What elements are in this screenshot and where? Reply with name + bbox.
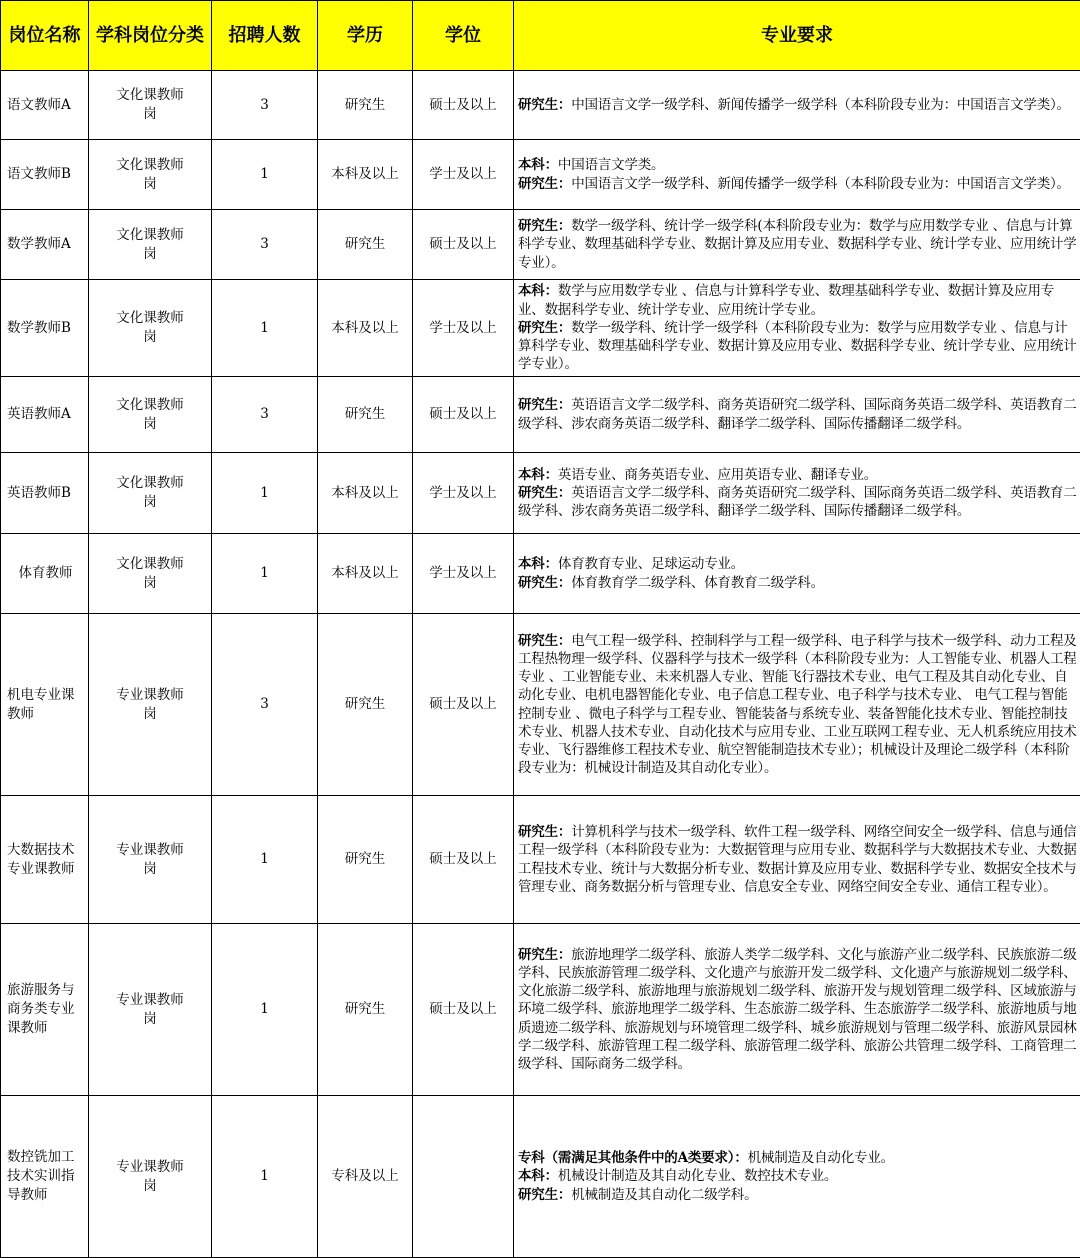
recruit-count: 1	[212, 796, 318, 924]
requirement-line	[518, 823, 1077, 896]
requirement-line	[518, 1167, 1077, 1185]
requirement-label: 本科：	[518, 556, 558, 572]
position-category: 文化课教师岗	[89, 140, 212, 210]
requirement-text: 英语语言文学二级学科、商务英语研究二级学科、国际商务英语二级学科、英语教育二级学科、涉农商务英语二级学科、翻译学二级学科、国际传播翻译二级学科。	[518, 397, 1077, 431]
recruit-count: 1	[212, 924, 318, 1096]
requirement-text: 英语专业、商务英语专业、应用英语专业、翻译专业。	[558, 467, 877, 483]
position-category: 文化课教师岗	[89, 210, 212, 280]
table-row	[1, 210, 1080, 280]
requirement-text: 体育教育专业、足球运动专业。	[558, 556, 744, 572]
requirement-label: 研究生：	[518, 575, 571, 591]
major-requirement	[514, 796, 1080, 924]
recruit-count: 3	[212, 71, 318, 140]
requirement-label: 研究生：	[518, 397, 571, 413]
requirement-line	[518, 156, 1077, 174]
degree-level: 硕士及以上	[413, 377, 514, 453]
recruit-count: 3	[212, 614, 318, 796]
education-level: 研究生	[318, 614, 413, 796]
major-requirement	[514, 924, 1080, 1096]
education-level: 本科及以上	[318, 280, 413, 377]
requirement-line	[518, 555, 1077, 573]
position-category: 文化课教师岗	[89, 280, 212, 377]
recruit-count: 3	[212, 377, 318, 453]
requirement-line	[518, 282, 1077, 318]
requirement-text: 数学与应用数学专业 、信息与计算科学专业、数理基础科学专业、数据计算及应用专业、数据科学专业、统计学专业、应用统计学专业。	[518, 283, 1054, 317]
degree-level: 硕士及以上	[413, 924, 514, 1096]
degree-level: 学士及以上	[413, 280, 514, 377]
requirement-label: 本科：	[518, 1168, 558, 1184]
recruit-count: 1	[212, 453, 318, 534]
requirement-text: 中国语言文学类。	[558, 157, 664, 173]
major-requirement	[514, 140, 1080, 210]
header-requirement: 专业要求	[514, 1, 1080, 71]
degree-level	[413, 1096, 514, 1258]
education-level: 研究生	[318, 924, 413, 1096]
position-name: 英语教师A	[1, 377, 89, 453]
requirement-line	[518, 632, 1077, 778]
requirement-line	[518, 574, 1077, 592]
requirement-text: 数学一级学科、统计学一级学科（本科阶段专业为：数学与应用数学专业 、信息与计算科学专业、数理基础科学专业、数据计算及应用专业、数据科学专业、统计学专业、应用统计学专业）。	[518, 320, 1077, 372]
position-name: 语文教师B	[1, 140, 89, 210]
table-row	[1, 140, 1080, 210]
requirement-label: 本科：	[518, 283, 558, 299]
table-row	[1, 71, 1080, 140]
education-level: 本科及以上	[318, 140, 413, 210]
requirement-text: 体育教育学二级学科、体育教育二级学科。	[571, 575, 824, 591]
table-row	[1, 534, 1080, 614]
requirement-label: 本科：	[518, 157, 558, 173]
requirement-line	[518, 484, 1077, 520]
position-name: 数控铣加工技术实训指导教师	[1, 1096, 89, 1258]
major-requirement	[514, 453, 1080, 534]
requirement-label: 专科（需满足其他条件中的A类要求）：	[518, 1150, 748, 1166]
requirement-text: 机械制造及自动化专业。	[748, 1150, 894, 1166]
requirement-text: 计算机科学与技术一级学科、软件工程一级学科、网络空间安全一级学科、信息与通信工程一级学科（本科阶段专业为：大数据管理与应用专业、数据科学与大数据技术专业、大数据工程技术专业、统计与大数据分析专业、数据计算及应用专业、数据科学专业、数据安全技术与管理专业、商务数据分析与管理专业、信息安全专业、网络空间安全专业、通信工程专业）。	[518, 824, 1077, 895]
requirement-text: 旅游地理学二级学科、旅游人类学二级学科、文化与旅游产业二级学科、民族旅游二级学科、民族旅游管理二级学科、文化遗产与旅游开发二级学科、文化遗产与旅游规划二级学科、文化旅游二级学科、旅游地理与旅游规划二级学科、旅游开发与规划管理二级学科、区域旅游与环境二级学科、旅游地理学二级学科、生态旅游二级学科、生态旅游学二级学科、旅游地质与地质遗迹二级学科、旅游规划与环境管理二级学科、城乡旅游规划与管理二级学科、旅游风景园林学二级学科、旅游管理工程二级学科、旅游管理二级学科、旅游公共管理二级学科、工商管理二级学科、国际商务二级学科。	[518, 947, 1077, 1072]
major-requirement	[514, 1096, 1080, 1258]
header-education: 学历	[318, 1, 413, 71]
position-category: 文化课教师岗	[89, 453, 212, 534]
position-category: 文化课教师岗	[89, 377, 212, 453]
recruit-count: 1	[212, 1096, 318, 1258]
degree-level: 硕士及以上	[413, 614, 514, 796]
position-name: 语文教师A	[1, 71, 89, 140]
requirement-line	[518, 217, 1077, 272]
education-level: 专科及以上	[318, 1096, 413, 1258]
education-level: 研究生	[318, 210, 413, 280]
requirement-text: 中国语言文学一级学科、新闻传播学一级学科（本科阶段专业为：中国语言文学类）。	[571, 176, 1070, 192]
header-degree: 学位	[413, 1, 514, 71]
position-name: 机电专业课教师	[1, 614, 89, 796]
requirement-label: 研究生：	[518, 824, 571, 840]
position-category: 文化课教师岗	[89, 71, 212, 140]
position-name: 体育教师	[1, 534, 89, 614]
header-category: 学科岗位分类	[89, 1, 212, 71]
table-row	[1, 377, 1080, 453]
requirement-text: 机械设计制造及其自动化专业、数控技术专业。	[558, 1168, 837, 1184]
requirement-line	[518, 1186, 1077, 1204]
requirement-text: 英语语言文学二级学科、商务英语研究二级学科、国际商务英语二级学科、英语教育二级学科、涉农商务英语二级学科、翻译学二级学科、国际传播翻译二级学科。	[518, 485, 1077, 519]
header-name: 岗位名称	[1, 1, 89, 71]
requirement-label: 研究生：	[518, 218, 571, 234]
requirement-label: 研究生：	[518, 947, 571, 963]
degree-level: 硕士及以上	[413, 210, 514, 280]
requirement-label: 研究生：	[518, 176, 571, 192]
position-category: 专业课教师岗	[89, 924, 212, 1096]
requirement-label: 研究生：	[518, 633, 571, 649]
requirement-label: 本科：	[518, 467, 558, 483]
position-category: 文化课教师岗	[89, 534, 212, 614]
requirement-label: 研究生：	[518, 485, 571, 501]
education-level: 研究生	[318, 71, 413, 140]
recruit-count: 1	[212, 140, 318, 210]
position-category: 专业课教师岗	[89, 796, 212, 924]
requirement-text: 数学一级学科、统计学一级学科(本科阶段专业为：数学与应用数学专业 、信息与计算科学专业、数理基础科学专业、数据计算及应用专业、数据科学专业、统计学专业、应用统计学专业）。	[518, 218, 1077, 270]
requirement-text: 电气工程一级学科、控制科学与工程一级学科、电子科学与技术一级学科、动力工程及工程热物理一级学科、仪器科学与技术一级学科（本科阶段专业为：人工智能专业、机器人工程专业 、工业智能专业、未来机器人专业、智能飞行器技术专业、电气工程及其自动化专业、自动化专业、电机电器智能化专业、电子信息工程专业、电子科学与技术专业、 电气工程与智能控制专业 、微电子科学与工程专业、智能装备与系统专业、装备智能化技术专业、智能控制技术专业、机器人技术专业、自动化技术与应用专业、工业互联网工程专业、无人机系统应用技术专业、飞行器维修工程技术专业、航空智能制造技术专业）；机械设计及理论二级学科（本科阶段专业为：机械设计制造及其自动化专业）。	[518, 633, 1077, 776]
education-level: 本科及以上	[318, 453, 413, 534]
requirement-line	[518, 466, 1077, 484]
recruit-count: 1	[212, 534, 318, 614]
requirement-line	[518, 946, 1077, 1073]
position-name: 英语教师B	[1, 453, 89, 534]
position-category: 专业课教师岗	[89, 1096, 212, 1258]
table-row	[1, 796, 1080, 924]
table-row	[1, 1096, 1080, 1258]
requirement-line	[518, 1149, 1077, 1167]
table-row	[1, 280, 1080, 377]
requirement-label: 研究生：	[518, 97, 571, 113]
major-requirement	[514, 614, 1080, 796]
position-name: 旅游服务与商务类专业课教师	[1, 924, 89, 1096]
table-row	[1, 453, 1080, 534]
major-requirement	[514, 534, 1080, 614]
table-row	[1, 614, 1080, 796]
recruit-count: 3	[212, 210, 318, 280]
position-category: 专业课教师岗	[89, 614, 212, 796]
degree-level: 学士及以上	[413, 140, 514, 210]
requirement-line	[518, 96, 1077, 114]
requirement-line	[518, 175, 1077, 193]
major-requirement	[514, 210, 1080, 280]
requirement-label: 研究生：	[518, 320, 571, 336]
requirement-line	[518, 319, 1077, 374]
degree-level: 硕士及以上	[413, 796, 514, 924]
degree-level: 学士及以上	[413, 453, 514, 534]
education-level: 研究生	[318, 796, 413, 924]
position-name: 数学教师B	[1, 280, 89, 377]
recruit-count: 1	[212, 280, 318, 377]
degree-level: 硕士及以上	[413, 71, 514, 140]
header-count: 招聘人数	[212, 1, 318, 71]
education-level: 研究生	[318, 377, 413, 453]
table-row	[1, 924, 1080, 1096]
major-requirement	[514, 71, 1080, 140]
requirement-text: 机械制造及其自动化二级学科。	[571, 1187, 757, 1203]
position-name: 数学教师A	[1, 210, 89, 280]
major-requirement	[514, 377, 1080, 453]
requirement-line	[518, 396, 1077, 432]
requirement-text: 中国语言文学一级学科、新闻传播学一级学科（本科阶段专业为：中国语言文学类）。	[571, 97, 1070, 113]
position-name: 大数据技术专业课教师	[1, 796, 89, 924]
header-row	[1, 1, 1080, 71]
requirement-label: 研究生：	[518, 1187, 571, 1203]
education-level: 本科及以上	[318, 534, 413, 614]
table-body	[1, 71, 1080, 1258]
degree-level: 学士及以上	[413, 534, 514, 614]
major-requirement	[514, 280, 1080, 377]
